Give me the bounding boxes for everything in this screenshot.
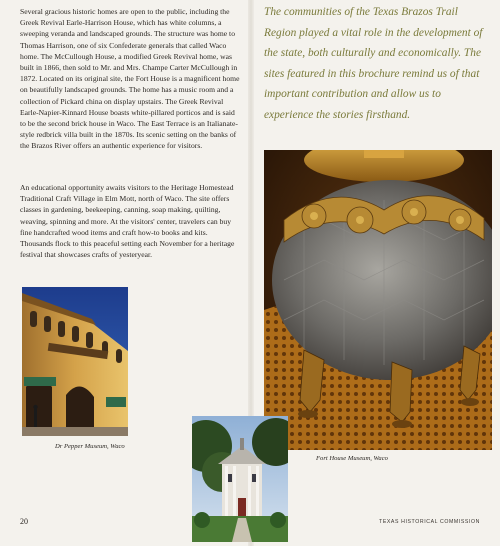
- body-paragraph-craft-village: An educational opportunity awaits visitors to the Heritage Homestead Traditional Craft Village in Elm Mott, north of Waco. The site offers classes in gardening, beekeeping, canning, soap making, quilting, weaving, spinning and more. At the visitors' center, travelers can buy fine handcrafted wood items and craft how-to books and kits. Thousands flock to this peaceful setting each November for a heritage festival that showcases crafts of yesteryear.: [20, 183, 235, 260]
- historic-house-photo: [192, 416, 288, 542]
- caption-dr-pepper-museum: Dr Pepper Museum, Waco: [55, 443, 125, 450]
- caption-fort-house-museum: Fort House Museum, Waco: [316, 455, 388, 462]
- dr-pepper-museum-photo: [22, 287, 128, 436]
- intro-quote: The communities of the Texas Brazos Trail Region played a vital role in the development of the state, both culturally and economically. The sites featured in this brochure remind us of that important contribution and allow us to experience the stories firsthand.: [264, 6, 483, 121]
- fort-house-bowl-photo: [264, 150, 492, 450]
- footer-organization: TEXAS HISTORICAL COMMISSION: [379, 519, 480, 525]
- body-paragraph-historic-homes: Several gracious historic homes are open to the public, including the Greek Revival Earle-Harrison House, which has white columns, a sweeping veranda and landscaped grounds. The structure was home to Thomas Harrison, one of six Confederate generals that called Waco home. The McCullough House, a modified Greek Revival home, was built in 1866, then sold to Mr. and Mrs. Champe Carter McCullough in 1872. Located on its original site, the Fort House is a magnificent home on beautifully landscaped grounds. The home has a music room and a collection of Pickard china on display upstairs. The Greek Revival Earle-Napier-Kinnard House boasts white-pillared porticos and is said to be the second brick house in Waco. The East Terrace is an Italianate-style redbrick villa built in the 1870s. Its scenic setting on the banks of the Brazos River offers an authentic experience for visitors.: [20, 7, 240, 151]
- page-number: 20: [20, 517, 28, 526]
